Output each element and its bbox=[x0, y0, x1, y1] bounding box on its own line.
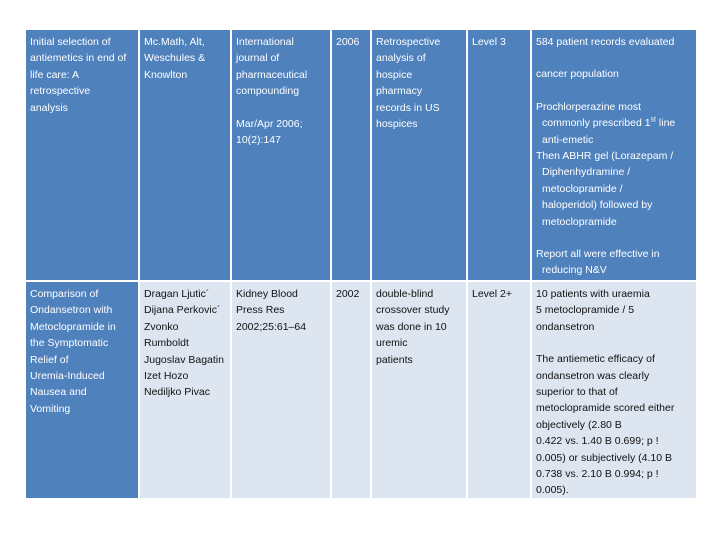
row1-title-line: life care: A bbox=[30, 68, 80, 81]
row2-efficacy-line: metoclopramide scored either bbox=[536, 402, 675, 415]
row1-citation-line: 10(2):147 bbox=[236, 134, 281, 147]
row1-then-line: haloperidol) followed by bbox=[542, 199, 653, 212]
row1-then-line: Then ABHR gel (Lorazepam / bbox=[536, 150, 674, 163]
row1-year-cell bbox=[332, 30, 370, 280]
row1-level-cell bbox=[468, 30, 530, 280]
row1-journal-line: compounding bbox=[236, 85, 300, 98]
row2-title-line: Relief of bbox=[30, 353, 69, 366]
row1-author-line: Weschules & bbox=[144, 52, 206, 65]
row2-authors-cell bbox=[140, 282, 230, 498]
row2-design-line: was done in 10 bbox=[376, 320, 447, 333]
row1-title-line: analysis bbox=[30, 101, 68, 114]
row1-author-line: Mc.Math, Alt, bbox=[144, 36, 205, 48]
row1-design-line: hospice bbox=[376, 68, 413, 81]
row2-title-line: Metoclopramide in bbox=[30, 320, 116, 333]
row1-design-cell bbox=[372, 30, 466, 280]
row2-design-line: double-blind bbox=[376, 288, 434, 300]
row2-title-line: Ondansetron with bbox=[30, 304, 113, 317]
row2-title-line: the Symptomatic bbox=[30, 337, 109, 350]
row2-author-line: Dragan Ljutic´ bbox=[144, 288, 210, 300]
row2-journal-cell bbox=[232, 282, 330, 498]
row1-journal-line: journal of bbox=[236, 52, 280, 65]
row2-title-line: Nausea and bbox=[30, 386, 87, 399]
row2-design-line: patients bbox=[376, 353, 413, 366]
row2-author-line: Zvonko bbox=[144, 320, 179, 333]
row2-author-line: Dijana Perkovic´ bbox=[144, 304, 221, 317]
row1-title-line: retrospective bbox=[30, 85, 91, 98]
row1-design-line: hospices bbox=[376, 118, 418, 131]
row1-journal-cell bbox=[232, 30, 330, 280]
row1-year: 2006 bbox=[336, 36, 360, 48]
row1-design-line: records in US bbox=[376, 101, 440, 114]
row2-level-cell bbox=[468, 282, 530, 498]
row2-title-cell bbox=[26, 282, 138, 498]
row2-author-line: Nediljko Pivac bbox=[144, 386, 210, 399]
row2-journal-line: Press Res bbox=[236, 304, 285, 317]
row1-design-line: analysis of bbox=[376, 52, 426, 65]
row2-title-line: Uremia-Induced bbox=[30, 370, 105, 383]
row1-prochlor-line: anti-emetic bbox=[542, 133, 594, 146]
row1-author-line: Knowlton bbox=[144, 68, 188, 81]
row1-journal-line: International bbox=[236, 36, 294, 48]
row1-title-cell bbox=[26, 30, 138, 280]
row2-efficacy-line: objectively (2.80 B bbox=[536, 418, 622, 431]
row1-report-line: Report all were effective in bbox=[536, 248, 660, 261]
row1-prochlor-line: commonly prescribed 1st line bbox=[542, 116, 676, 130]
row2-efficacy-line: 0.005) or subjectively (4.10 B bbox=[536, 451, 672, 464]
row2-design-line: uremic bbox=[376, 337, 408, 350]
row2-efficacy-line: 0.005). bbox=[536, 484, 569, 497]
row2-year-cell bbox=[332, 282, 370, 498]
row1-report-line: reducing N&V bbox=[542, 264, 607, 277]
row1-then-line: Diphenhydramine / bbox=[542, 166, 631, 179]
row2-patients-line: 5 metoclopramide / 5 bbox=[536, 304, 635, 317]
row2-efficacy-line: superior to that of bbox=[536, 386, 618, 399]
evidence-table bbox=[26, 30, 690, 496]
row2-author-line: Rumboldt bbox=[144, 337, 189, 350]
row1-journal-line: pharmaceutical bbox=[236, 68, 308, 81]
row1-authors-cell bbox=[140, 30, 230, 280]
row2-design-cell bbox=[372, 282, 466, 498]
row2-patients-line: ondansetron bbox=[536, 320, 595, 333]
row1-prochlor-line: Prochlorperazine most bbox=[536, 100, 642, 113]
row2-efficacy-line: The antiemetic efficacy of bbox=[536, 353, 655, 366]
row2-author-line: Izet Hozo bbox=[144, 370, 189, 383]
row2-level: Level 2+ bbox=[472, 288, 512, 300]
row2-patients-line: 10 patients with uraemia bbox=[536, 288, 650, 300]
row2-efficacy-line: ondansetron was clearly bbox=[536, 369, 650, 382]
row1-then-line: metoclopramide / bbox=[542, 182, 623, 195]
row1-records: 584 patient records evaluated bbox=[536, 36, 675, 48]
row2-journal-line: Kidney Blood bbox=[236, 288, 298, 300]
row1-then-line: metoclopramide bbox=[542, 215, 617, 228]
row2-design-line: crossover study bbox=[376, 304, 450, 317]
row1-citation-line: Mar/Apr 2006; bbox=[236, 117, 303, 130]
row2-journal-line: 2002;25:61–64 bbox=[236, 320, 307, 333]
row1-design-line: Retrospective bbox=[376, 36, 441, 48]
row2-efficacy-line: 0.738 vs. 2.10 B 0.994; p ! bbox=[536, 468, 659, 481]
row1-level: Level 3 bbox=[472, 36, 506, 48]
row1-title-line: Initial selection of bbox=[30, 36, 111, 48]
row2-year: 2002 bbox=[336, 288, 360, 300]
row1-population: cancer population bbox=[536, 68, 619, 81]
row1-title-line: antiemetics in end of bbox=[30, 52, 127, 65]
row2-findings-cell bbox=[532, 282, 696, 498]
row1-findings-cell bbox=[532, 30, 696, 280]
row2-author-line: Jugoslav Bagatin bbox=[144, 353, 224, 366]
row1-design-line: pharmacy bbox=[376, 85, 423, 98]
row2-title-line: Comparison of bbox=[30, 288, 99, 300]
row2-title-line: Vomiting bbox=[30, 402, 71, 415]
row2-efficacy-line: 0.422 vs. 1.40 B 0.699; p ! bbox=[536, 435, 659, 448]
